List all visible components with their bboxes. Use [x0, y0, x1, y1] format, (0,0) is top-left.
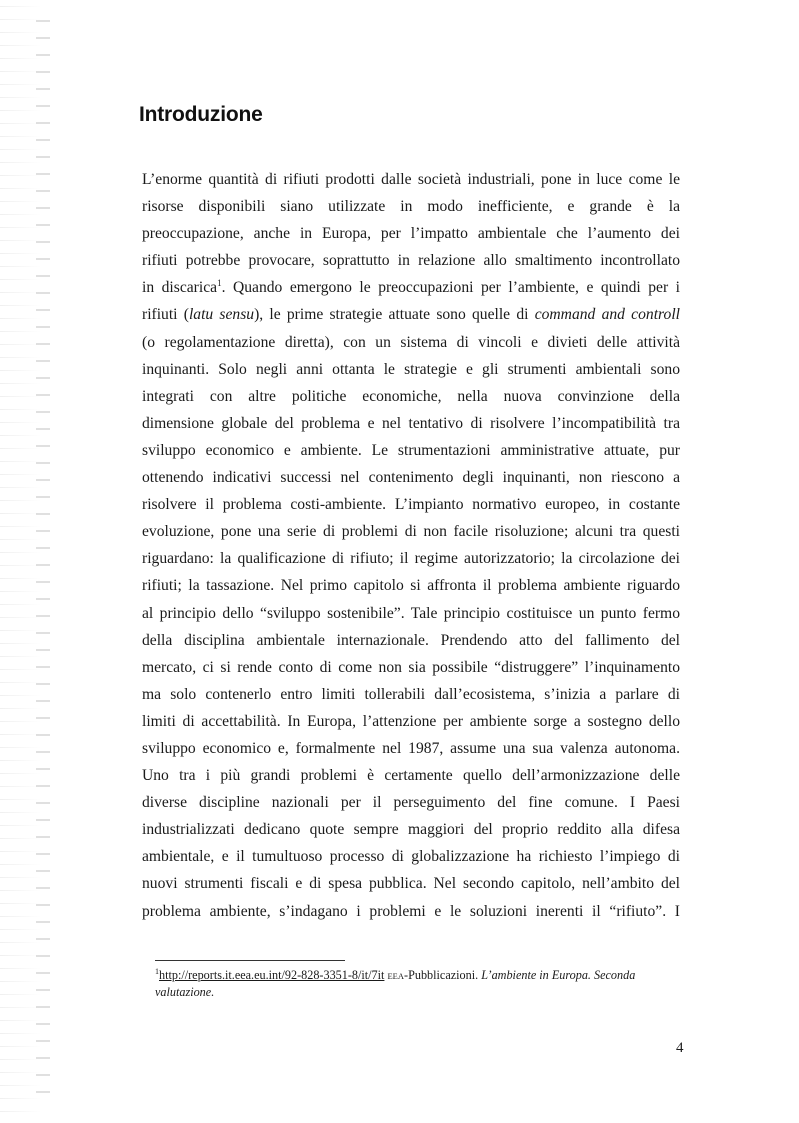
body-paragraph: [142, 166, 680, 925]
text-line: ottenendo indicativi successi nel contenimento degli inquinanti, non riescono a: [142, 469, 680, 487]
text-fragment: rifiuti (: [142, 306, 189, 324]
text-line: rifiuti; la tassazione. Nel primo capitolo si affronta il problema ambiente riguardo: [142, 577, 680, 595]
text-line: rifiuti potrebbe provocare, soprattutto in relazione allo smaltimento incontrollato: [142, 252, 680, 270]
text-line: L’enorme quantità di rifiuti prodotti dalle società industriali, pone in luce come le: [142, 171, 680, 188]
text-line: ambientale, e il tumultuoso processo di globalizzazione ha richiesto l’impiego di: [142, 848, 680, 866]
page-title: Introduzione: [139, 103, 263, 126]
italic-term: command and controll: [534, 306, 680, 324]
text-line: (o regolamentazione diretta), con un sistema di vincoli e divieti delle attività: [142, 333, 680, 351]
text-line: preoccupazione, anche in Europa, per l’impatto ambientale che l’aumento dei: [142, 225, 680, 243]
text-line: problema ambiente, s’indagano i problemi e le soluzioni inerenti il “rifiuto”. I: [142, 902, 680, 920]
text-line: mercato, ci si rende conto di come non sia possibile “distruggere” l’inquinamento: [142, 658, 680, 676]
italic-term: latu sensu: [188, 306, 255, 324]
text-line-with-footnote: [142, 274, 680, 301]
text-line: sviluppo economico e, formalmente nel 1987, assume una sua valenza autonoma.: [142, 739, 680, 757]
footnote-source-abbrev: EEA: [387, 971, 405, 982]
text-line-italic-terms: [142, 301, 680, 328]
text-fragment: . Quando emergono le preoccupazioni per l’ambiente, e quindi per i: [221, 279, 681, 297]
footnote-link[interactable]: http://reports.it.eea.eu.int/92-828-3351-8/it/7it: [159, 968, 385, 983]
text-line: risolvere il problema costi-ambiente. L’impianto normativo europeo, in costante: [142, 496, 680, 514]
text-line: della disciplina ambientale internazionale. Prendendo atto del fallimento del: [142, 631, 680, 649]
text-line: inquinanti. Solo negli anni ottanta le strategie e gli strumenti ambientali sono: [142, 360, 680, 378]
text-line: Uno tra i più grandi problemi è certamente quello dell’armonizzazione delle: [142, 767, 680, 785]
text-line: riguardano: la qualificazione di rifiuto; il regime autorizzatorio; la circolazione dei: [142, 550, 680, 568]
text-line: risorse disponibili siano utilizzate in modo inefficiente, e grande è la: [142, 198, 680, 216]
footnote-reference[interactable]: 1: [217, 278, 222, 289]
text-fragment: in discarica: [142, 279, 218, 297]
footnote: [155, 964, 695, 1000]
scan-noise-artifact: [36, 20, 50, 1100]
text-line: limiti di accettabilità. In Europa, l’attenzione per ambiente sorge a sostegno dello: [142, 712, 680, 730]
text-line: diverse discipline nazionali per il perseguimento del fine comune. I Paesi: [142, 794, 680, 812]
text-line: nuovi strumenti fiscali e di spesa pubblica. Nel secondo capitolo, nell’ambito del: [142, 875, 680, 893]
footnote-divider: [155, 960, 345, 961]
text-line: ma solo contenerlo entro limiti tollerabili dall’ecosistema, s’inizia a parlare di: [142, 685, 680, 703]
footnote-mark: 1: [155, 967, 159, 976]
text-line: evoluzione, pone una serie di problemi di non facile risoluzione; alcuni tra questi: [142, 523, 680, 541]
text-fragment: ), le prime strategie attuate sono quelle di: [254, 306, 535, 324]
text-line: dimensione globale del problema e nel tentativo di risolvere l’incompatibilità tra: [142, 414, 680, 432]
text-line: integrati con altre politiche economiche, nella nuova convinzione della: [142, 387, 680, 405]
text-line: al principio dello “sviluppo sostenibile”. Tale principio costituisce un punto fermo: [142, 604, 680, 622]
page-number: 4: [676, 1040, 684, 1056]
text-line: sviluppo economico e ambiente. Le strumentazioni amministrative attuate, pur: [142, 441, 680, 459]
footnote-title: L’ambiente in Europa. Seconda valutazione.: [155, 968, 636, 1000]
text-line: industrializzati dedicano quote sempre maggiori del proprio reddito alla difesa: [142, 821, 680, 839]
footnote-source: -Pubblicazioni.: [404, 968, 482, 983]
